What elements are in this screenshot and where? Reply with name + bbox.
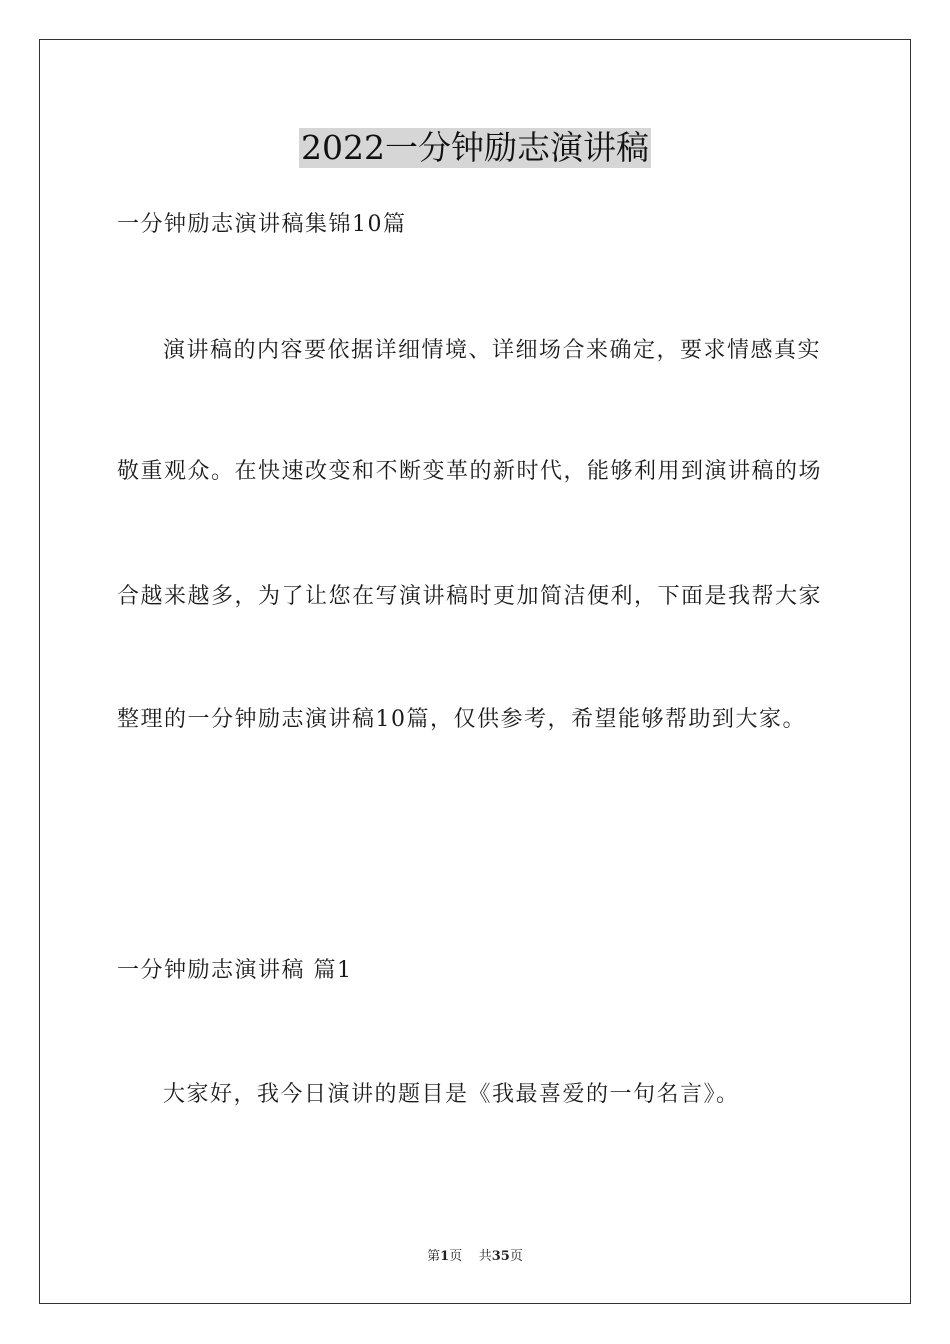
footer-page-suffix: 页 [449,1249,463,1264]
footer-total-suffix: 页 [509,1249,523,1264]
intro-line-1: 演讲稿的内容要依据详细情境、详细场合来确定，要求情感真实 [163,338,822,363]
document-title: 2022一分钟励志演讲稿 [301,128,649,167]
intro-line-2: 敬重观众。在快速改变和不断变革的新时代，能够利用到演讲稿的场 [117,459,823,484]
footer-page-number: 1 [440,1249,450,1264]
section-heading: 一分钟励志演讲稿 篇1 [117,958,353,983]
intro-line-4: 整理的一分钟励志演讲稿10篇，仅供参考，希望能够帮助到大家。 [117,707,806,732]
footer-total-prefix: 共 [478,1249,492,1264]
footer-prefix: 第 [427,1249,441,1264]
section-first-line: 大家好，我今日演讲的题目是《我最喜爱的一句名言》。 [163,1082,740,1107]
document-subtitle: 一分钟励志演讲稿集锦10篇 [117,212,407,237]
page-footer [0,1248,950,1266]
title-container [0,128,950,168]
footer-total-pages: 35 [491,1249,510,1264]
intro-line-3: 合越来越多，为了让您在写演讲稿时更加简洁便利，下面是我帮大家 [117,584,823,609]
